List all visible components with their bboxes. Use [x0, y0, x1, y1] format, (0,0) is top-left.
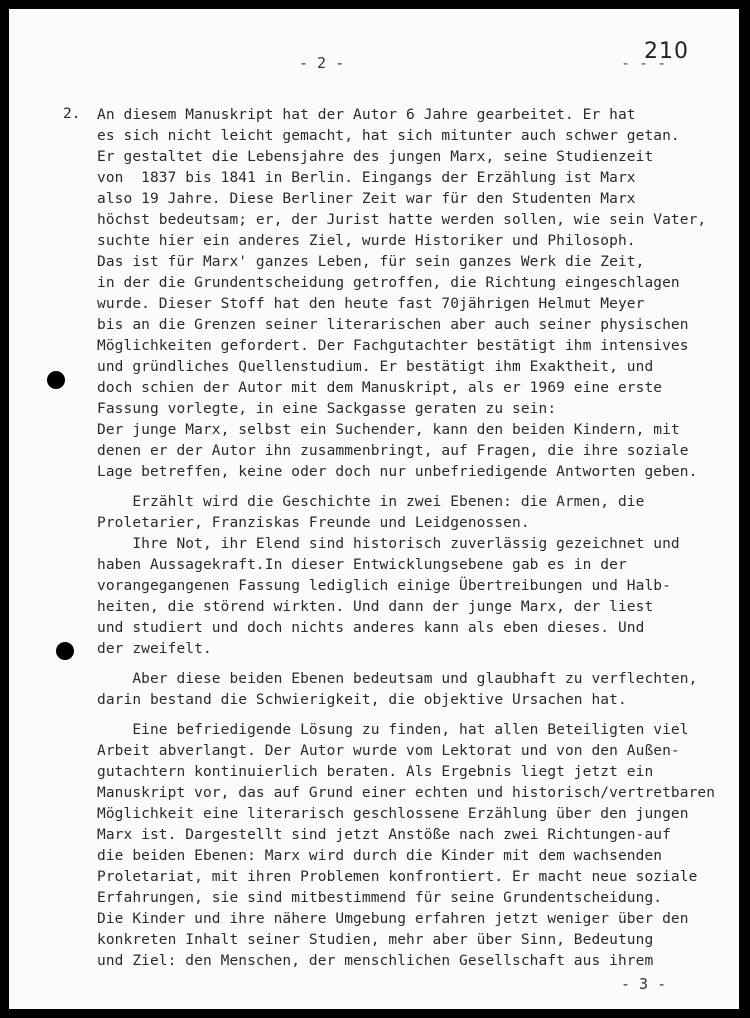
text-line: und Ziel: den Menschen, der menschlichen Gesellschaft aus ihrem — [97, 953, 654, 969]
text-line: Die Kinder und ihre nähere Umgebung erfahren jetzt weniger über den — [97, 911, 689, 927]
text-line: Proletarier, Franziskas Freunde und Leidgenossen. — [97, 515, 530, 531]
text-line: und gründliches Quellenstudium. Er bestätigt ihm Exaktheit, und — [97, 359, 654, 375]
text-line: Er gestaltet die Lebensjahre des jungen Marx, seine Studienzeit — [97, 149, 654, 165]
text-line: wurde. Dieser Stoff hat den heute fast 70jährigen Helmut Meyer — [97, 296, 645, 312]
text-line: gutachtern kontinuierlich beraten. Als Ergebnis liegt jetzt ein — [97, 764, 654, 780]
text-line: Marx ist. Dargestellt sind jetzt Anstöße nach zwei Richtungen-auf — [97, 827, 671, 843]
text-line: Möglichkeit eine literarisch geschlossene Erzählung über den jungen — [97, 806, 689, 822]
text-line: höchst bedeutsam; er, der Jurist hatte werden sollen, wie sein Vater, — [97, 212, 707, 228]
text-line: Manuskript vor, das auf Grund einer echten und historisch/vertretbaren — [97, 785, 716, 801]
text-line: Eine befriedigende Lösung zu finden, hat allen Beteiligten viel — [97, 722, 689, 738]
text-line: der zweifelt. — [97, 641, 212, 657]
text-line: es sich nicht leicht gemacht, hat sich mitunter auch schwer getan. — [97, 128, 680, 144]
page-number: - 2 - — [299, 54, 345, 72]
text-line: von 1837 bis 1841 in Berlin. Eingangs der Erzählung ist Marx — [97, 170, 636, 186]
text-line: vorangegangenen Fassung lediglich einige Übertreibungen und Halb- — [97, 578, 671, 594]
text-line: und studiert und doch nichts anderes kann als eben dieses. Und — [97, 620, 645, 636]
text-line: suchte hier ein anderes Ziel, wurde Historiker und Philosoph. — [97, 233, 636, 249]
text-line: also 19 Jahre. Diese Berliner Zeit war für den Studenten Marx — [97, 191, 636, 207]
text-line: bis an die Grenzen seiner literarischen aber auch seiner physischen — [97, 317, 689, 333]
text-line: denen er der Autor ihn zusammenbringt, auf Fragen, die ihre soziale — [97, 443, 689, 459]
text-line: Ihre Not, ihr Elend sind historisch zuverlässig gezeichnet und — [97, 536, 680, 552]
archive-page-number: 210 — [644, 39, 689, 64]
typewritten-page — [9, 9, 739, 1009]
text-line: Proletariat, mit ihren Problemen konfrontiert. Er macht neue soziale — [97, 869, 698, 885]
text-line: doch schien der Autor mit dem Manuskript, als er 1969 eine erste — [97, 380, 663, 396]
text-line: Erfahrungen, sie sind mitbestimmend für seine Grundentscheidung. — [97, 890, 663, 906]
text-line: Arbeit abverlangt. Der Autor wurde vom Lektorat und von den Außen- — [97, 743, 680, 759]
text-line: die beiden Ebenen: Marx wird durch die Kinder mit dem wachsenden — [97, 848, 663, 864]
page-dashes: - - - — [621, 54, 667, 72]
text-line: Erzählt wird die Geschichte in zwei Ebenen: die Armen, die — [97, 494, 645, 510]
text-line: Fassung vorlegte, in eine Sackgasse geraten zu sein: — [97, 401, 557, 417]
punch-hole — [47, 371, 65, 389]
text-line: Das ist für Marx' ganzes Leben, für sein ganzes Werk die Zeit, — [97, 254, 645, 270]
punch-hole — [56, 642, 74, 660]
next-page-marker: - 3 - — [621, 975, 667, 993]
text-line: darin bestand die Schwierigkeit, die objektive Ursachen hat. — [97, 692, 627, 708]
item-number: 2. — [63, 106, 81, 122]
text-line: Möglichkeiten gefordert. Der Fachgutachter bestätigt ihm intensives — [97, 338, 689, 354]
text-line: Aber diese beiden Ebenen bedeutsam und glaubhaft zu verflechten, — [97, 671, 698, 687]
text-line: konkreten Inhalt seiner Studien, mehr aber über Sinn, Bedeutung — [97, 932, 654, 948]
text-line: heiten, die störend wirkten. Und dann der junge Marx, der liest — [97, 599, 654, 615]
text-line: haben Aussagekraft.In dieser Entwicklungsebene gab es in der — [97, 557, 627, 573]
text-line: Der junge Marx, selbst ein Suchender, kann den beiden Kindern, mit — [97, 422, 680, 438]
text-line: Lage betreffen, keine oder doch nur unbefriedigende Antworten geben. — [97, 464, 698, 480]
text-line: in der die Grundentscheidung getroffen, die Richtung eingeschlagen — [97, 275, 680, 291]
text-line: An diesem Manuskript hat der Autor 6 Jahre gearbeitet. Er hat — [97, 107, 636, 123]
